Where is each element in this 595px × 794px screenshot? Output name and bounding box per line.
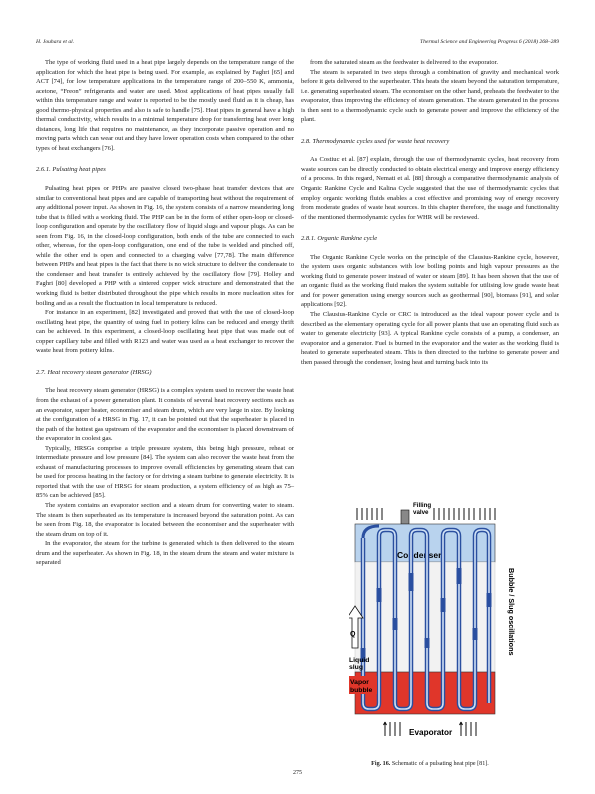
filling-valve-label: Filling <box>413 502 432 509</box>
section-heading-organic-rankine-cycle: 2.8.1. Organic Rankine cycle <box>301 235 378 243</box>
filling-valve <box>401 510 409 524</box>
section-heading-thermodynamic-cycles: 2.8. Thermodynamic cycles used for waste heat recovery <box>301 137 450 145</box>
paragraph: The heat recovery steam generator (HRSG) is a complex system used to recover the waste heat from the exhaust of a power generation plant. It consists of several heat recovery sections such as an evaporator, super heater, economiser and steam drum, which are very large in size. By looking at the configuration of a HRSG in Fig. 17, it can be pointed out that the superheater is placed in the path of the hottest gas upstream of the evaporator and the economiser is placed downstream of the evaporator in coolest gas. <box>36 387 294 443</box>
left-column <box>36 58 294 568</box>
vapour-bubble-label: Vapor <box>350 679 369 686</box>
filling-valve-label: valve <box>413 509 429 516</box>
page-number: 275 <box>293 770 302 776</box>
running-header-authors: H. Jouhara et al. <box>36 39 75 45</box>
right-column <box>301 58 559 367</box>
paragraph: In the evaporator, the steam for the turbine is generated which is then delivered to the steam drum and the superheater. As shown in Fig. 18, in the steam drum the steam and water mixture is separated <box>36 540 294 567</box>
q-label: Q <box>350 631 356 638</box>
paragraph: The Clausius-Rankine Cycle or CRC is introduced as the ideal vapour power cycle and is described as the elementary operating cycle for all power plants that use an operating fluid such as water to generate electricity [93]. A typical Rankine cycle consists of a pump, a condenser, an evaporator and a generator. Fuel is burned in the evaporator and the water as the working fluid is heated to generate superheated steam. This is then directed to the turbine to generate power and then passed through the condenser, losing heat and turning back into its <box>301 311 559 366</box>
paragraph: Typically, HRSGs comprise a triple pressure system, this being high pressure, reheat or intermediate pressure and low pressure [84]. The system can also recover the waste heat from the exhaust of manufacturing processes to improve overall efficiencies by generating steam that can be used for process heating in the factory or for driving a steam turbine to generate electricity. It is reported that with the use of HRSG for steam production, a system efficiency of as high as 75–85% can be achieved [85]. <box>36 444 294 500</box>
figure-caption-text: Schematic of a pulsating heat pipe [81]. <box>391 761 489 767</box>
figure-caption <box>301 761 559 767</box>
pulsating-heat-pipe-figure <box>349 498 524 744</box>
bubble-slug-oscillations-label: Bubble / Slug oscillations <box>507 568 516 656</box>
section-heading-pulsating-heat-pipes: 2.6.1. Pulsating heat pipes <box>36 166 106 174</box>
paragraph: As Costiuc et al. [87] explain, through the use of thermodynamic cycles, heat recovery from waste sources can be directly conducted to obtain electrical energy and improve energy efficiency of a process. In this regard, Nemati et al. [88] through a comparative thermodynamic analysis of Organic Rankine Cycle and Kalina Cycle suggested that the use of thermodynamic cycles that employ organic working fluids enables a cost effective and promising way of energy recovery from moderate grades of waste heat sources. In this chapter therefore, the usage and functionality of the mentioned thermodynamic cycles for WHR will be reviewed. <box>301 156 559 221</box>
vapour-bubble-label: bubble <box>350 687 373 694</box>
paragraph: The system contains an evaporator section and a steam drum for converting water to steam. The steam is then superheated as its temperature is increased beyond the saturation point. As can be seen from Fig. 18, the evaporator is located between the economiser and the superheater with the steam drum on top of it. <box>36 501 294 538</box>
running-header-journal[interactable]: Thermal Science and Engineering Progress 6 (2018) 268–289 <box>420 39 559 45</box>
condenser-label: Condenser <box>397 550 442 560</box>
paragraph: The type of working fluid used in a heat pipe largely depends on the temperature range of the application for which the heat pipe is being used. For example, as explained by Faghri [65] and ACT [74], for low temperature applications in the temperature range of 200–550 K, ammonia, acetone, “Freon” refrigerants and water are used. Most applications of heat pipes usually fall within this temperature range and water is reported to be the mostly used fluid as it is cheap, has good thermo-physical properties and also is safe to handle [75]. Heat pipes in general have a high thermal conductivity, which results in a minimal temperature drop for transferring heat over long distances, long life that requires no maintenance, as they incorporate passive operation and no moving parts which can wear out and they have lower operation costs when compared to the other types of heat exchangers [76]. <box>36 59 294 152</box>
figure-caption-label: Fig. 16. <box>371 761 391 767</box>
liquid-slug-label: slug <box>349 664 363 671</box>
liquid-slug-label: Liquid <box>349 657 370 664</box>
section-heading-hrsg: 2.7. Heat recovery steam generator (HRSG) <box>36 368 152 376</box>
paragraph: from the saturated steam as the feedwater is delivered to the evaporator. <box>310 59 498 66</box>
evaporator-label: Evaporator <box>409 728 453 737</box>
paragraph: The Organic Rankine Cycle works on the principle of the Clausius-Rankine cycle, however, the system uses organic substances with low boiling points and high vapour pressures as the working fluid to generate power instead of water or steam [89]. It has been shown that the use of an organic fluid as the working fluid makes the system suitable for utilising low grade waste heat and for power generation using energy sources such as geothermal [90], biomass [91], and solar applications [92]. <box>301 253 559 309</box>
paragraph: Pulsating heat pipes or PHPs are passive closed two-phase heat transfer devices that are similar to conventional heat pipes and are capable of transporting heat without the requirement of any additional power input. As shown in Fig. 16, the system consists of a narrow meandering long tube that is filled with a working fluid. The PHP can be in the form of either open-loop or closed-loop configuration and operate by the oscillatory flow of liquid slugs and vapour plugs. As can be seen from Fig. 16, in the closed-loop configuration, both ends of the tube are connected to each other, whereas, for the open-loop configuration, one end of the tube is welded and pinched off, while the other end is open and connected to a charging valve [77,78]. The main difference between PHPs and heat pipes is the fact that there is no wick structure to deliver the condensate to the condenser and heat transfer is entirely achieved by the oscillatory flow [79]. Holley and Faghri [80] developed a PHP with a sintered copper wick structure and demonstrated that the working fluid is better distributed throughout the pipe which results in more nucleation sites for boiling and as a result the fluctuation in local temperature is reduced. <box>36 185 294 307</box>
paragraph: For instance in an experiment, [82] investigated and proved that with the use of closed-loop oscillating heat pipe, the quantity of using fuel in pottery kilns can be reduced and energy thrift can be achieved. In this experiment, a closed-loop oscillating heat pipe that was made out of copper capillary tube and filled with R123 and water was used as a heat exchanger to recover the waste heat from pottery kilns. <box>36 309 294 355</box>
paragraph: The steam is separated in two steps through a combination of gravity and mechanical work before it gets delivered to the superheater. This heats the steam beyond the saturation temperature, i.e. generating superheated steam. The economiser on the other hand, preheats the feedwater to the evaporator, thus improving the efficiency of steam generation. The steam generated in the process is then sent to a thermodynamic cycle such to generate power and improve the efficiency of the plant. <box>301 68 560 124</box>
